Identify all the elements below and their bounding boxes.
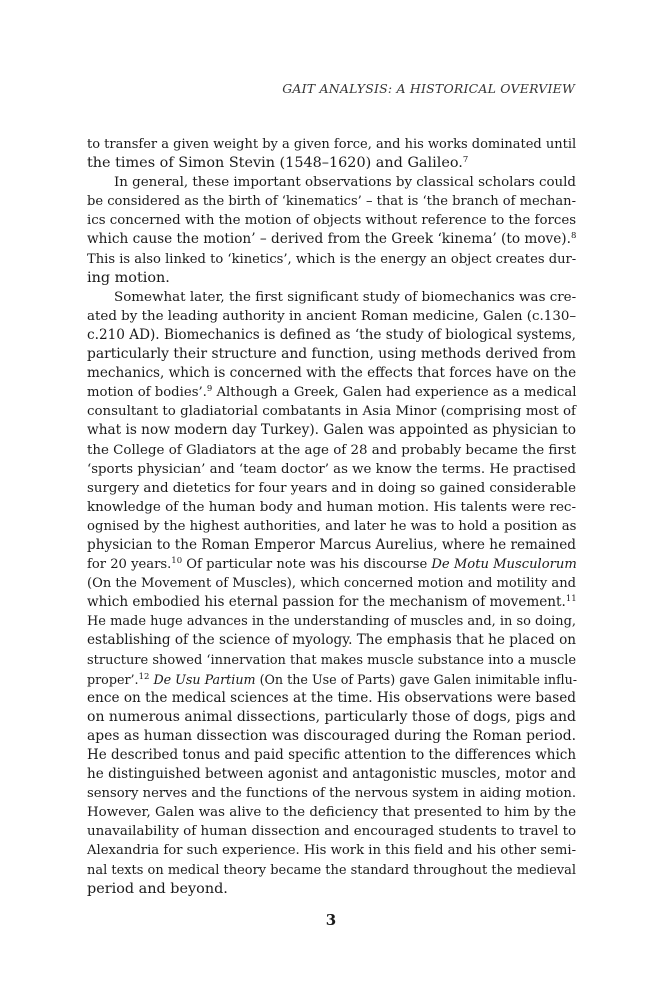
text-segment: consultant to gladiatorial combatants in Asia Minor (comprising most of — [87, 404, 576, 420]
text-segment: knowledge of the human body and human motion. His talents were rec- — [87, 499, 576, 515]
text-line — [87, 555, 576, 574]
text-segment: apes as human dissection was discouraged during the Roman period. — [87, 727, 576, 744]
text-segment: structure showed ‘innervation that makes muscle substance into a muscle — [87, 652, 577, 668]
text-segment: mechanics, which is concerned with the effects that forces have on the — [87, 365, 577, 382]
text-line — [87, 784, 576, 803]
text-line — [87, 765, 576, 784]
text-line — [87, 746, 576, 765]
text-segment: particularly their structure and function, using methods derived from — [87, 346, 576, 363]
text-segment: motion of bodies’. — [87, 385, 207, 401]
text-line — [87, 689, 576, 708]
text-line — [87, 822, 576, 841]
text-line — [87, 517, 576, 536]
text-line — [87, 345, 576, 364]
text-segment: ognised by the highest authorities, and later he was to hold a position as — [87, 518, 577, 534]
text-line — [87, 708, 576, 727]
text-segment: ics concerned with the motion of objects without reference to the forces — [87, 213, 577, 229]
text-line — [87, 841, 576, 860]
text-segment: c.210 AD). Biomechanics is defined as ‘the study of biological systems, — [87, 326, 576, 343]
text-segment: Somewhat later, the first significant study of biomechanics was cre- — [114, 289, 577, 305]
text-segment: he distinguished between agonist and antagonistic muscles, motor and — [87, 766, 576, 783]
text-line — [87, 421, 576, 440]
text-segment: the College of Gladiators at the age of 28 and probably became the first — [87, 442, 576, 458]
text-line — [87, 154, 576, 173]
footnote-ref: 12 — [138, 671, 150, 682]
text-line — [87, 593, 576, 612]
text-segment: ing motion. — [87, 269, 170, 286]
text-line — [87, 574, 576, 593]
text-line — [87, 383, 576, 402]
text-line — [87, 651, 576, 670]
text-segment: establishing of the science of myology. The emphasis that he placed on — [87, 632, 577, 649]
text-line — [87, 441, 576, 460]
text-line — [87, 326, 576, 345]
text-line — [87, 479, 576, 498]
text-segment: Although a Greek, Galen had experience as a medical — [212, 385, 577, 401]
text-segment: Alexandria for such experience. His work in this field and his other semi- — [87, 843, 577, 859]
text-line — [87, 173, 576, 192]
text-segment: unavailability of human dissection and encouraged students to travel to — [87, 824, 577, 840]
text-line — [87, 861, 576, 880]
text-segment: (On the Movement of Muscles), which concerned motion and motility and — [87, 576, 576, 592]
text-line — [87, 670, 576, 689]
text-line — [87, 612, 576, 631]
text-segment: what is now modern day Turkey). Galen was appointed as physician to — [87, 422, 576, 439]
italic-title: De Usu Partium — [153, 671, 256, 687]
text-segment: surgery and dietetics for four years and in doing so gained considerable — [87, 480, 577, 496]
text-segment: (On the Use of Parts) gave Galen inimitable influ- — [255, 671, 578, 687]
text-segment: physician to the Roman Emperor Marcus Aurelius, where he remained — [87, 536, 577, 553]
text-segment: ated by the leading authority in ancient Roman medicine, Galen (c.130– — [87, 308, 577, 324]
text-segment: which cause the motion’ – derived from the Greek ‘kinema’ (to move). — [87, 231, 571, 248]
text-segment: nal texts on medical theory became the standard throughout the medieval — [87, 862, 576, 878]
text-segment: He described tonus and paid specific attention to the differences which — [87, 747, 576, 763]
text-line — [87, 192, 576, 211]
text-segment: be considered as the birth of ‘kinematics’ – that is ‘the branch of mechan- — [87, 194, 576, 210]
text-line — [87, 631, 576, 650]
text-segment: He made huge advances in the understanding of muscles and, in so doing, — [87, 614, 576, 630]
footnote-ref: 11 — [565, 594, 577, 605]
text-line — [87, 727, 576, 746]
text-segment: proper’. — [87, 671, 139, 687]
body-text — [87, 135, 576, 899]
text-line — [87, 803, 576, 822]
page-number: 3 — [325, 911, 337, 929]
text-segment: This is also linked to ‘kinetics’, which is the energy an object creates dur- — [87, 251, 577, 267]
text-segment: to transfer a given weight by a given force, and his works dominated until — [87, 137, 577, 152]
text-segment: on numerous animal dissections, particularly those of dogs, pigs and — [87, 708, 576, 725]
text-line — [87, 135, 576, 154]
text-line — [87, 307, 576, 326]
footnote-ref: 9 — [206, 384, 213, 395]
running-head: GAIT ANALYSIS: A HISTORICAL OVERVIEW — [282, 81, 575, 96]
text-line — [87, 230, 576, 249]
text-line — [87, 364, 576, 383]
text-segment: ence on the medical sciences at the time. His observations were based — [87, 689, 576, 706]
text-line — [87, 536, 576, 555]
text-line — [87, 211, 576, 230]
text-segment: In general, these important observations by classical scholars could — [114, 175, 576, 191]
text-segment: sensory nerves and the functions of the nervous system in aiding motion. — [87, 786, 576, 802]
italic-title: De Motu Musculorum — [431, 557, 577, 573]
text-line — [87, 269, 576, 288]
footnote-ref: 10 — [171, 556, 183, 567]
text-segment: which embodied his eternal passion for the mechanism of movement. — [87, 594, 566, 611]
text-line — [87, 498, 576, 517]
text-segment: the times of Simon Stevin (1548–1620) and Galileo. — [87, 155, 463, 172]
text-line — [87, 288, 576, 307]
text-line — [87, 250, 576, 269]
footnote-ref: 7 — [462, 155, 469, 166]
text-line — [87, 460, 576, 479]
text-segment: period and beyond. — [87, 880, 228, 897]
text-line — [87, 880, 576, 899]
text-line — [87, 402, 576, 421]
text-segment: Of particular note was his discourse — [182, 557, 432, 573]
footnote-ref: 8 — [570, 231, 577, 242]
text-segment: However, Galen was alive to the deficiency that presented to him by the — [87, 805, 577, 821]
text-segment: ‘sports physician’ and ‘team doctor’ as we know the terms. He practised — [87, 461, 577, 477]
text-segment: for 20 years. — [87, 557, 172, 573]
